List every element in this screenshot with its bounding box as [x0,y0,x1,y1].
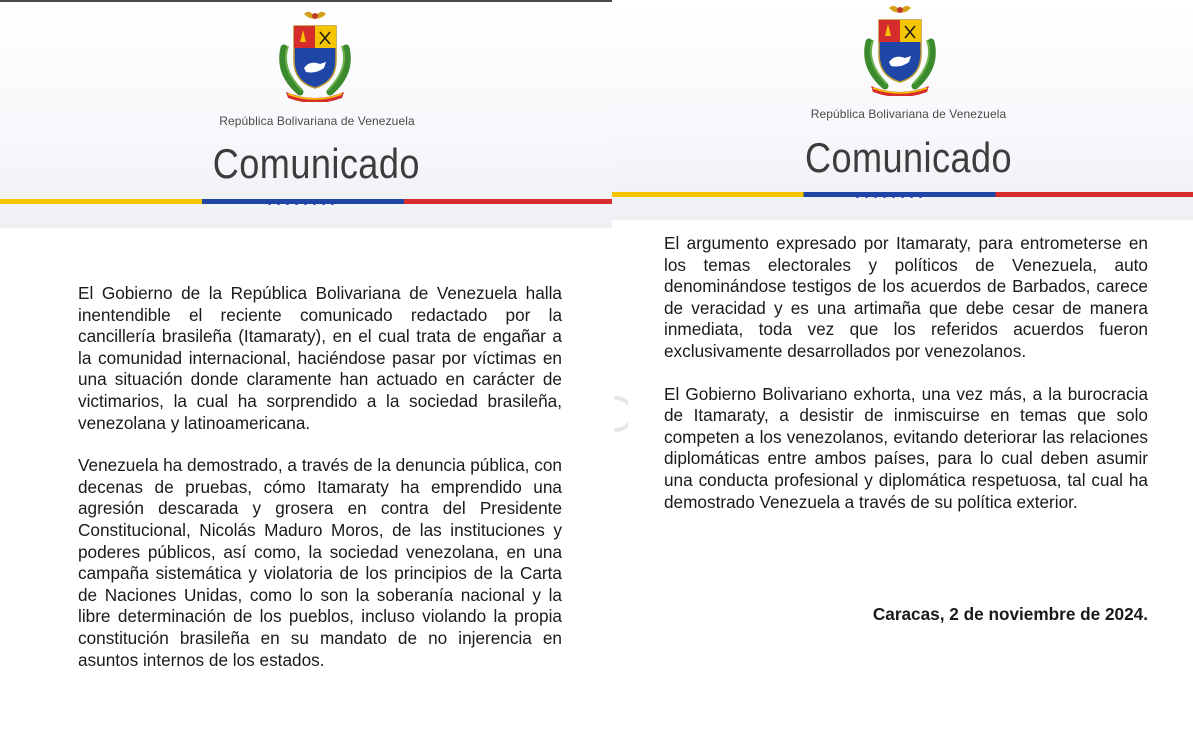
paragraph: El Gobierno de la República Bolivariana de Venezuela halla inentendible el reciente comunicado redactado por la cancillería brasileña (Itamaraty), en el cual trata de engañar a la comunidad internacional, haciéndose pasar por víctimas en una situación donde claramente han actuado en carácter de victimarios, la cual ha sorprendido a la sociedad brasileña, venezolana y latinoamericana. [78,283,562,433]
flag-stars [856,195,922,198]
communique-body [78,283,562,692]
communique-page-2 [612,0,1193,740]
page-title: Comunicado [804,134,1013,181]
paragraph: El argumento expresado por Itamaraty, para entrometerse en los temas electorales y políticos de Venezuela, auto denominándose testigos de los acuerdos de Barbados, carece de veracidad y es una artimaña que debe cesar de manera inmediata, toda vez que los referidos acuerdos fueron exclusivamente desarrollados por venezolanos. [664,233,1148,361]
star-icon [331,202,334,205]
paragraph: El Gobierno Bolivariano exhorta, una vez más, a la burocracia de Itamaraty, a desistir de inmiscuirse en temas que solo competen a los venezolanos, evitando deteriorar las relaciones diplomáticas entre ambos países, para lo cual deben asumir una conducta profesional y diplomática respetuosa, tal cual ha demostrado Venezuela a través de su política exterior. [664,383,1148,512]
star-icon [901,195,904,198]
letterhead [0,2,612,228]
star-icon [892,195,895,198]
star-icon [268,202,271,205]
paragraph: Venezuela ha demostrado, a través de la denuncia pública, con decenas de pruebas, cómo Itamaraty ha emprendido una agresión descarada y grosera en contra del Presidente Constitucional, Nicolás Maduro Moros, de las instituciones y poderes públicos, así como, la sociedad venezolana, en una campaña sistemática y violatoria de los principios de la Carta de Naciones Unidas, como lo son la soberanía nacional y la libre determinación de los pueblos, incluso violando la propia constitución brasileña en su mandato de no injerencia en asuntos internos de los estados. [78,455,562,670]
star-icon [910,195,913,198]
star-icon [874,195,877,198]
country-name: República Bolivariana de Venezuela [219,114,415,128]
coat-of-arms-icon [855,2,945,96]
communique-body [664,233,1148,534]
star-icon [865,195,868,198]
star-icon [277,202,280,205]
star-icon [856,195,859,198]
flag-stars [268,202,334,205]
page-title: Comunicado [212,140,420,187]
star-icon [304,202,307,205]
star-icon [286,202,289,205]
star-icon [295,202,298,205]
star-icon [883,195,886,198]
coat-of-arms-icon [270,8,360,102]
loading-spinner-icon [598,392,628,436]
country-name: República Bolivariana de Venezuela [810,107,1007,121]
star-icon [322,202,325,205]
star-icon [919,195,922,198]
star-icon [313,202,316,205]
signature-date: Caracas, 2 de noviembre de 2024. [872,604,1148,624]
letterhead [612,0,1193,220]
